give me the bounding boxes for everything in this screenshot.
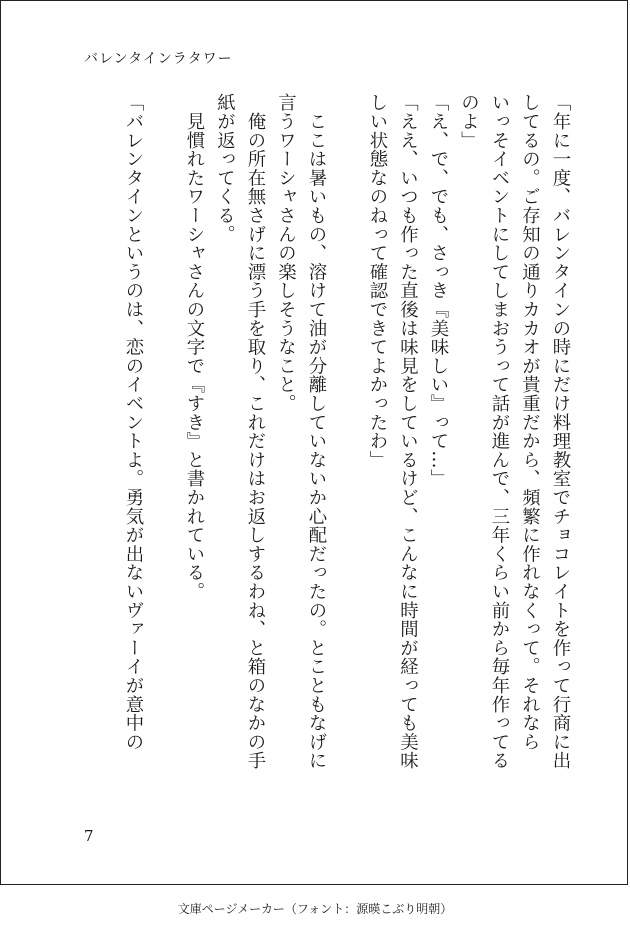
text-line: 「え、で、でも、さっき『美味しい』って…」 [428, 93, 449, 488]
text-line: 言うワーシャさんの楽しそうなこと。 [275, 93, 297, 413]
body-text [118, 93, 576, 793]
text-line: 「バレンタインというのは、恋のイベントよ。勇気が出ないヴァーイが意中の [123, 93, 144, 751]
text-line: 紙が返ってくる。 [214, 93, 236, 244]
text-line: のよ」 [458, 93, 480, 150]
text-line: してるの。ご存知の通りカカオが貴重だから、頻繁に作れなくって。それなら [519, 93, 541, 751]
blank-line [148, 93, 179, 793]
text-line: 俺の所在無さげに漂う手を取り、これだけはお返しするわね、と箱のなかの手 [245, 93, 266, 770]
text-line: 「年に一度、バレンタインの時にだけ料理教室でチョコレイトを作って行商に出 [550, 93, 571, 770]
text-line: ここは暑いもの、溶けて油が分離していないか心配だったの。とこともなげに [306, 93, 327, 770]
text-line: 見慣れたワーシャさんの文字で『すき』と書かれている。 [184, 93, 205, 601]
text-line: 「ええ、いつも作った直後は味見をしているけど、こんなに時間が経っても美味 [397, 93, 419, 770]
blank-line [331, 93, 362, 793]
page-number: 7 [84, 827, 94, 845]
text-line: しい状態なのねって確認できてよかったわ」 [367, 93, 388, 469]
footer-credit: 文庫ページメーカー（フォント：源暎こぶり明朝） [177, 902, 453, 916]
text-line: いっそイベントにしてしまおうって話が進んで、三年くらい前から毎年作ってる [489, 93, 510, 770]
running-title: バレンタインラタワー [84, 51, 233, 67]
